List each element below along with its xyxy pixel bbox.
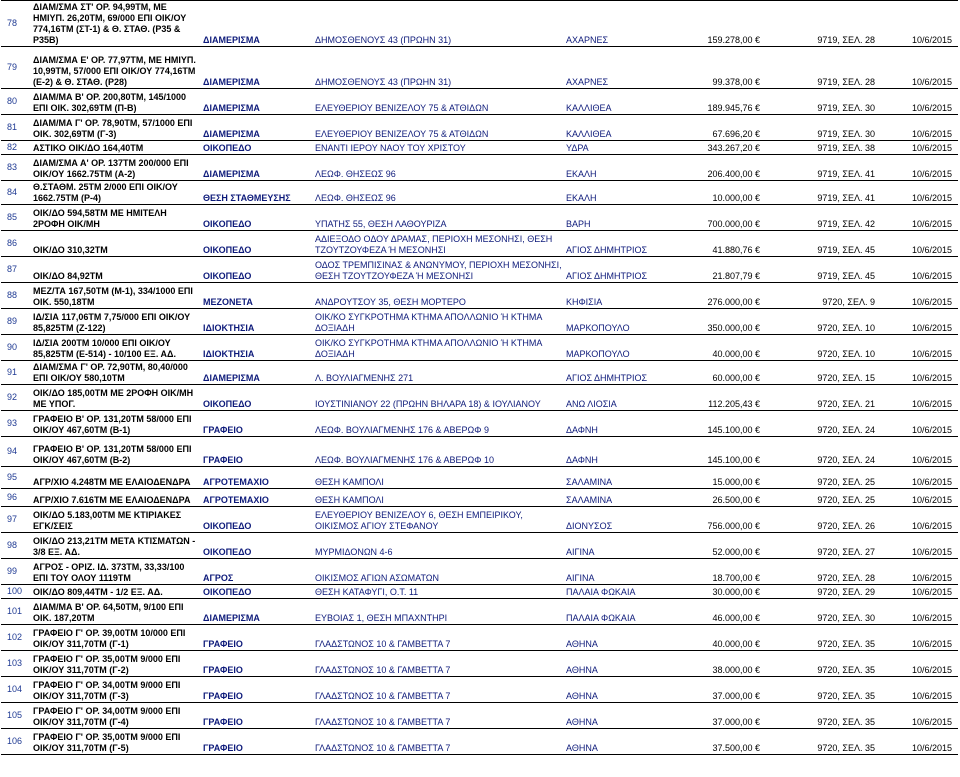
publication-date: 10/6/2015 (879, 205, 958, 231)
property-description: ΓΡΑΦΕΙΟ Β' ΟΡ. 131,20ΤΜ 58/000 ΕΠΙ ΟΙΚ/ΟΥ 467,60ΤΜ (Β-2) (31, 437, 201, 467)
property-type: ΔΙΑΜΕΡΙΣΜΑ (201, 115, 313, 141)
property-type: ΓΡΑΦΕΙΟ (201, 437, 313, 467)
property-address: ΓΛΑΔΣΤΩΝΟΣ 10 & ΓΑΜΒΕΤΤΑ 7 (313, 677, 564, 703)
table-row (1, 1, 958, 47)
property-type: ΓΡΑΦΕΙΟ (201, 677, 313, 703)
publication-date: 10/6/2015 (879, 437, 958, 467)
table-row (1, 533, 958, 559)
publication-date: 10/6/2015 (879, 155, 958, 181)
property-description: ΓΡΑΦΕΙΟ Γ' ΟΡ. 39,00ΤΜ 10/000 ΕΠΙ ΟΙΚ/ΟΥ 311,70ΤΜ (Γ-1) (31, 625, 201, 651)
property-area: ΒΑΡΗ (564, 205, 684, 231)
row-number: 106 (1, 729, 31, 755)
gazette-reference: 9720, ΣΕΛ. 25 (764, 467, 879, 489)
gazette-reference: 9719, ΣΕΛ. 30 (764, 115, 879, 141)
row-number: 81 (1, 115, 31, 141)
property-price: 350.000,00 € (684, 309, 764, 335)
property-description: ΙΔ/ΣΙΑ 117,06ΤΜ 7,75/000 ΕΠΙ ΟΙΚ/ΟΥ 85,825ΤΜ (Ζ-122) (31, 309, 201, 335)
row-number: 80 (1, 89, 31, 115)
property-price: 37.000,00 € (684, 677, 764, 703)
property-area: ΚΑΛΛΙΘΕΑ (564, 115, 684, 141)
property-price: 26.500,00 € (684, 489, 764, 507)
property-type: ΘΕΣΗ ΣΤΑΘΜΕΥΣΗΣ (201, 181, 313, 205)
row-number: 98 (1, 533, 31, 559)
property-description: ΑΓΡΟΣ - ΟΡΙΖ. ΙΔ. 373ΤΜ, 33,33/100 ΕΠΙ ΤΟΥ ΟΛΟΥ 1119ΤΜ (31, 559, 201, 585)
property-type: ΟΙΚΟΠΕΔΟ (201, 141, 313, 155)
gazette-reference: 9720, ΣΕΛ. 27 (764, 533, 879, 559)
property-price: 99.378,00 € (684, 47, 764, 89)
property-description: ΟΙΚ/ΔΟ 5.183,00ΤΜ ΜΕ ΚΤΙΡΙΑΚΕΣ ΕΓΚ/ΣΕΙΣ (31, 507, 201, 533)
gazette-reference: 9720, ΣΕΛ. 10 (764, 335, 879, 361)
property-area: ΑΘΗΝΑ (564, 625, 684, 651)
property-type: ΟΙΚΟΠΕΔΟ (201, 385, 313, 411)
row-number: 104 (1, 677, 31, 703)
property-price: 276.000,00 € (684, 283, 764, 309)
table-row (1, 651, 958, 677)
property-address: ΕΥΒΟΙΑΣ 1, ΘΕΣΗ ΜΠΑΧΝΤΗΡΙ (313, 599, 564, 625)
property-type: ΔΙΑΜΕΡΙΣΜΑ (201, 155, 313, 181)
gazette-reference: 9720, ΣΕΛ. 21 (764, 385, 879, 411)
property-area: ΑΧΑΡΝΕΣ (564, 1, 684, 47)
table-row (1, 89, 958, 115)
property-type: ΑΓΡΟΤΕΜΑΧΙΟ (201, 467, 313, 489)
property-description: ΟΙΚ/ΔΟ 809,44ΤΜ - 1/2 ΕΞ. ΑΔ. (31, 585, 201, 599)
gazette-reference: 9719, ΣΕΛ. 45 (764, 231, 879, 257)
property-address: ΓΛΑΔΣΤΩΝΟΣ 10 & ΓΑΜΒΕΤΤΑ 7 (313, 625, 564, 651)
gazette-reference: 9720, ΣΕΛ. 10 (764, 309, 879, 335)
row-number: 96 (1, 489, 31, 507)
property-address: ΘΕΣΗ ΚΑΜΠΟΛΙ (313, 467, 564, 489)
publication-date: 10/6/2015 (879, 489, 958, 507)
property-description: ΑΓΡ/ΧΙΟ 7.616ΤΜ ΜΕ ΕΛΑΙΟΔΕΝΔΡΑ (31, 489, 201, 507)
row-number: 100 (1, 585, 31, 599)
property-address: ΕΛΕΥΘΕΡΙΟΥ ΒΕΝΙΖΕΛΟΥ 6, ΘΕΣΗ ΕΜΠΕΙΡΙΚΟΥ, ΟΙΚΙΣΜΟΣ ΑΓΙΟΥ ΣΤΕΦΑΝΟΥ (313, 507, 564, 533)
gazette-reference: 9720, ΣΕΛ. 25 (764, 489, 879, 507)
property-description: ΔΙΑΜ/ΣΜΑ Ε' ΟΡ. 77,97ΤΜ, ΜΕ ΗΜΙΥΠ. 10,99ΤΜ, 57/000 ΕΠΙ ΟΙΚ/ΟΥ 774,16ΤΜ (Ε-2) & Θ. ΣΤΑΘ. (Ρ28) (31, 47, 201, 89)
property-area: ΚΗΦΙΣΙΑ (564, 283, 684, 309)
table-row (1, 585, 958, 599)
property-price: 189.945,76 € (684, 89, 764, 115)
property-description: ΓΡΑΦΕΙΟ Β' ΟΡ. 131,20ΤΜ 58/000 ΕΠΙ ΟΙΚ/ΟΥ 467,60ΤΜ (Β-1) (31, 411, 201, 437)
gazette-reference: 9720, ΣΕΛ. 35 (764, 677, 879, 703)
property-description: ΔΙΑΜ/ΣΜΑ Γ' ΟΡ. 72,90ΤΜ, 80,40/000 ΕΠΙ ΟΙΚ/ΟΥ 580,10ΤΜ (31, 361, 201, 385)
table-row (1, 489, 958, 507)
property-area: ΑΙΓΙΝΑ (564, 533, 684, 559)
property-type: ΜΕΖΟΝΕΤΑ (201, 283, 313, 309)
property-area: ΑΝΩ ΛΙΟΣΙΑ (564, 385, 684, 411)
property-address: ΟΔΟΣ ΤΡΕΜΠΙΣΙΝΑΣ & ΑΝΩΝΥΜΟΥ, ΠΕΡΙΟΧΗ ΜΕΣΟΝΗΣΙ, ΘΕΣΗ ΤΖΟΥΤΖΟΥΦΕΖΑ Ή ΜΕΣΟΝΗΣΙ (313, 257, 564, 283)
publication-date: 10/6/2015 (879, 47, 958, 89)
property-address: ΜΥΡΜΙΔΟΝΩΝ 4-6 (313, 533, 564, 559)
publication-date: 10/6/2015 (879, 467, 958, 489)
publication-date: 10/6/2015 (879, 231, 958, 257)
publication-date: 10/6/2015 (879, 677, 958, 703)
table-row (1, 231, 958, 257)
row-number: 89 (1, 309, 31, 335)
row-number: 95 (1, 467, 31, 489)
property-address: ΙΟΥΣΤΙΝΙΑΝΟΥ 22 (ΠΡΩΗΝ ΒΗΛΑΡΑ 18) & ΙΟΥΛΙΑΝΟΥ (313, 385, 564, 411)
property-type: ΔΙΑΜΕΡΙΣΜΑ (201, 47, 313, 89)
gazette-reference: 9720, ΣΕΛ. 30 (764, 599, 879, 625)
property-description: ΓΡΑΦΕΙΟ Γ' ΟΡ. 35,00ΤΜ 9/000 ΕΠΙ ΟΙΚ/ΟΥ 311,70ΤΜ (Γ-2) (31, 651, 201, 677)
row-number: 105 (1, 703, 31, 729)
row-number: 93 (1, 411, 31, 437)
gazette-reference: 9719, ΣΕΛ. 42 (764, 205, 879, 231)
property-type: ΑΓΡΟΤΕΜΑΧΙΟ (201, 489, 313, 507)
property-description: ΔΙΑΜ/ΜΑ Β' ΟΡ. 200,80ΤΜ, 145/1000 ΕΠΙ ΟΙΚ. 302,69ΤΜ (Π-Β) (31, 89, 201, 115)
property-area: ΣΑΛΑΜΙΝΑ (564, 467, 684, 489)
property-description: ΓΡΑΦΕΙΟ Γ' ΟΡ. 34,00ΤΜ 9/000 ΕΠΙ ΟΙΚ/ΟΥ 311,70ΤΜ (Γ-3) (31, 677, 201, 703)
publication-date: 10/6/2015 (879, 599, 958, 625)
property-area: ΑΘΗΝΑ (564, 703, 684, 729)
publication-date: 10/6/2015 (879, 585, 958, 599)
gazette-reference: 9719, ΣΕΛ. 45 (764, 257, 879, 283)
property-address: ΕΛΕΥΘΕΡΙΟΥ ΒΕΝΙΖΕΛΟΥ 75 & ΑΤΘΙΔΩΝ (313, 89, 564, 115)
table-row (1, 335, 958, 361)
gazette-reference: 9719, ΣΕΛ. 41 (764, 181, 879, 205)
property-description: ΔΙΑΜ/ΜΑ Γ' ΟΡ. 78,90ΤΜ, 57/1000 ΕΠΙ ΟΙΚ. 302,69ΤΜ (Γ-3) (31, 115, 201, 141)
property-type: ΙΔΙΟΚΤΗΣΙΑ (201, 335, 313, 361)
property-description: ΔΙΑΜ/ΜΑ Β' ΟΡ. 64,50ΤΜ, 9/100 ΕΠΙ ΟΙΚ. 187,20ΤΜ (31, 599, 201, 625)
row-number: 99 (1, 559, 31, 585)
property-address: ΘΕΣΗ ΚΑΜΠΟΛΙ (313, 489, 564, 507)
property-type: ΓΡΑΦΕΙΟ (201, 703, 313, 729)
property-description: ΔΙΑΜ/ΣΜΑ Α' ΟΡ. 137ΤΜ 200/000 ΕΠΙ ΟΙΚ/ΟΥ 1662.75ΤΜ (Α-2) (31, 155, 201, 181)
property-description: ΟΙΚ/ΔΟ 594,58ΤΜ ΜΕ ΗΜΙΤΕΛΗ 2ΡΟΦΗ ΟΙΚ/ΜΗ (31, 205, 201, 231)
table-row (1, 141, 958, 155)
property-address: ΓΛΑΔΣΤΩΝΟΣ 10 & ΓΑΜΒΕΤΤΑ 7 (313, 729, 564, 755)
property-area: ΑΓΙΟΣ ΔΗΜΗΤΡΙΟΣ (564, 361, 684, 385)
table-row (1, 559, 958, 585)
publication-date: 10/6/2015 (879, 309, 958, 335)
property-type: ΓΡΑΦΕΙΟ (201, 411, 313, 437)
property-area: ΕΚΑΛΗ (564, 181, 684, 205)
property-area: ΑΙΓΙΝΑ (564, 559, 684, 585)
property-price: 18.700,00 € (684, 559, 764, 585)
row-number: 88 (1, 283, 31, 309)
property-type: ΔΙΑΜΕΡΙΣΜΑ (201, 1, 313, 47)
table-row (1, 47, 958, 89)
property-type: ΓΡΑΦΕΙΟ (201, 625, 313, 651)
property-price: 343.267,20 € (684, 141, 764, 155)
gazette-reference: 9720, ΣΕΛ. 15 (764, 361, 879, 385)
row-number: 79 (1, 47, 31, 89)
table-row (1, 257, 958, 283)
property-table (1, 0, 958, 755)
property-type: ΟΙΚΟΠΕΔΟ (201, 205, 313, 231)
table-row (1, 729, 958, 755)
property-price: 52.000,00 € (684, 533, 764, 559)
row-number: 87 (1, 257, 31, 283)
property-address: Λ. ΒΟΥΛΙΑΓΜΕΝΗΣ 271 (313, 361, 564, 385)
table-row (1, 599, 958, 625)
property-area: ΠΑΛΑΙΑ ΦΩΚΑΙΑ (564, 599, 684, 625)
gazette-reference: 9719, ΣΕΛ. 41 (764, 155, 879, 181)
property-type: ΔΙΑΜΕΡΙΣΜΑ (201, 89, 313, 115)
row-number: 103 (1, 651, 31, 677)
property-area: ΕΚΑΛΗ (564, 155, 684, 181)
property-address: ΛΕΩΦ. ΒΟΥΛΙΑΓΜΕΝΗΣ 176 & ΑΒΕΡΩΦ 10 (313, 437, 564, 467)
gazette-reference: 9720, ΣΕΛ. 35 (764, 651, 879, 677)
property-area: ΠΑΛΑΙΑ ΦΩΚΑΙΑ (564, 585, 684, 599)
property-description: ΜΕΖ/ΤΑ 167,50ΤΜ (Μ-1), 334/1000 ΕΠΙ ΟΙΚ. 550,18ΤΜ (31, 283, 201, 309)
row-number: 82 (1, 141, 31, 155)
property-description: ΟΙΚ/ΔΟ 84,92ΤΜ (31, 257, 201, 283)
publication-date: 10/6/2015 (879, 385, 958, 411)
row-number: 83 (1, 155, 31, 181)
row-number: 84 (1, 181, 31, 205)
property-type: ΟΙΚΟΠΕΔΟ (201, 257, 313, 283)
row-number: 86 (1, 231, 31, 257)
property-type: ΟΙΚΟΠΕΔΟ (201, 533, 313, 559)
property-address: ΕΝΑΝΤΙ ΙΕΡΟΥ ΝΑΟΥ ΤΟΥ ΧΡΙΣΤΟΥ (313, 141, 564, 155)
property-price: 67.696,20 € (684, 115, 764, 141)
row-number: 94 (1, 437, 31, 467)
property-price: 159.278,00 € (684, 1, 764, 47)
publication-date: 10/6/2015 (879, 89, 958, 115)
gazette-reference: 9720, ΣΕΛ. 24 (764, 437, 879, 467)
property-price: 46.000,00 € (684, 599, 764, 625)
property-description: ΟΙΚ/ΔΟ 185,00ΤΜ ΜΕ 2ΡΟΦΗ ΟΙΚ/ΜΗ ΜΕ ΥΠΟΓ. (31, 385, 201, 411)
property-price: 112.205,43 € (684, 385, 764, 411)
property-address: ΥΠΑΤΗΣ 55, ΘΕΣΗ ΛΑΘΟΥΡΙΖΑ (313, 205, 564, 231)
publication-date: 10/6/2015 (879, 1, 958, 47)
publication-date: 10/6/2015 (879, 533, 958, 559)
property-area: ΣΑΛΑΜΙΝΑ (564, 489, 684, 507)
property-type: ΙΔΙΟΚΤΗΣΙΑ (201, 309, 313, 335)
row-number: 97 (1, 507, 31, 533)
property-description: Θ.ΣΤΑΘΜ. 25ΤΜ 2/000 ΕΠΙ ΟΙΚ/ΟΥ 1662.75ΤΜ (Ρ-4) (31, 181, 201, 205)
property-price: 37.500,00 € (684, 729, 764, 755)
publication-date: 10/6/2015 (879, 361, 958, 385)
publication-date: 10/6/2015 (879, 115, 958, 141)
property-address: ΔΗΜΟΣΘΕΝΟΥΣ 43 (ΠΡΩΗΝ 31) (313, 47, 564, 89)
row-number: 91 (1, 361, 31, 385)
table-row (1, 181, 958, 205)
row-number: 101 (1, 599, 31, 625)
gazette-reference: 9720, ΣΕΛ. 28 (764, 559, 879, 585)
property-description: ΟΙΚ/ΔΟ 213,21ΤΜ ΜΕΤΑ ΚΤΙΣΜΑΤΩΝ - 3/8 ΕΞ. ΑΔ. (31, 533, 201, 559)
publication-date: 10/6/2015 (879, 335, 958, 361)
property-type: ΔΙΑΜΕΡΙΣΜΑ (201, 361, 313, 385)
publication-date: 10/6/2015 (879, 625, 958, 651)
gazette-reference: 9720, ΣΕΛ. 29 (764, 585, 879, 599)
property-description: ΙΔ/ΣΙΑ 200ΤΜ 10/000 ΕΠΙ ΟΙΚ/ΟΥ 85,825ΤΜ (Ε-514) - 10/100 ΕΞ. ΑΔ. (31, 335, 201, 361)
table-body (1, 1, 958, 755)
property-area: ΔΑΦΝΗ (564, 411, 684, 437)
property-type: ΟΙΚΟΠΕΔΟ (201, 507, 313, 533)
property-description: ΑΓΡ/ΧΙΟ 4.248ΤΜ ΜΕ ΕΛΑΙΟΔΕΝΔΡΑ (31, 467, 201, 489)
property-type: ΑΓΡΟΣ (201, 559, 313, 585)
property-address: ΛΕΩΦ. ΘΗΣΕΩΣ 96 (313, 155, 564, 181)
table-row (1, 507, 958, 533)
table-row (1, 677, 958, 703)
table-row (1, 309, 958, 335)
property-area: ΑΓΙΟΣ ΔΗΜΗΤΡΙΟΣ (564, 257, 684, 283)
gazette-reference: 9720, ΣΕΛ. 26 (764, 507, 879, 533)
row-number: 85 (1, 205, 31, 231)
property-type: ΔΙΑΜΕΡΙΣΜΑ (201, 599, 313, 625)
property-area: ΑΘΗΝΑ (564, 729, 684, 755)
publication-date: 10/6/2015 (879, 559, 958, 585)
property-address: ΓΛΑΔΣΤΩΝΟΣ 10 & ΓΑΜΒΕΤΤΑ 7 (313, 651, 564, 677)
property-type: ΟΙΚΟΠΕΔΟ (201, 231, 313, 257)
property-price: 10.000,00 € (684, 181, 764, 205)
property-price: 41.880,76 € (684, 231, 764, 257)
property-price: 700.000,00 € (684, 205, 764, 231)
property-price: 206.400,00 € (684, 155, 764, 181)
property-price: 37.000,00 € (684, 703, 764, 729)
gazette-reference: 9719, ΣΕΛ. 28 (764, 47, 879, 89)
publication-date: 10/6/2015 (879, 181, 958, 205)
property-price: 15.000,00 € (684, 467, 764, 489)
gazette-reference: 9720, ΣΕΛ. 35 (764, 703, 879, 729)
property-price: 145.100,00 € (684, 437, 764, 467)
publication-date: 10/6/2015 (879, 141, 958, 155)
gazette-reference: 9720, ΣΕΛ. 35 (764, 625, 879, 651)
publication-date: 10/6/2015 (879, 507, 958, 533)
gazette-reference: 9719, ΣΕΛ. 28 (764, 1, 879, 47)
table-row (1, 385, 958, 411)
publication-date: 10/6/2015 (879, 411, 958, 437)
property-price: 756.000,00 € (684, 507, 764, 533)
table-row (1, 361, 958, 385)
table-row (1, 411, 958, 437)
table-row (1, 283, 958, 309)
gazette-reference: 9719, ΣΕΛ. 38 (764, 141, 879, 155)
row-number: 102 (1, 625, 31, 651)
property-area: ΥΔΡΑ (564, 141, 684, 155)
property-description: ΓΡΑΦΕΙΟ Γ' ΟΡ. 34,00ΤΜ 9/000 ΕΠΙ ΟΙΚ/ΟΥ 311,70ΤΜ (Γ-4) (31, 703, 201, 729)
row-number: 92 (1, 385, 31, 411)
property-address: ΛΕΩΦ. ΘΗΣΕΩΣ 96 (313, 181, 564, 205)
row-number: 90 (1, 335, 31, 361)
property-price: 21.807,79 € (684, 257, 764, 283)
property-area: ΜΑΡΚΟΠΟΥΛΟ (564, 309, 684, 335)
property-area: ΑΧΑΡΝΕΣ (564, 47, 684, 89)
property-type: ΓΡΑΦΕΙΟ (201, 729, 313, 755)
publication-date: 10/6/2015 (879, 703, 958, 729)
property-address: ΑΝΔΡΟΥΤΣΟΥ 35, ΘΕΣΗ ΜΟΡΤΕΡΟ (313, 283, 564, 309)
property-address: ΔΗΜΟΣΘΕΝΟΥΣ 43 (ΠΡΩΗΝ 31) (313, 1, 564, 47)
property-type: ΟΙΚΟΠΕΔΟ (201, 585, 313, 599)
property-area: ΔΑΦΝΗ (564, 437, 684, 467)
property-price: 60.000,00 € (684, 361, 764, 385)
property-address: ΟΙΚ/ΚΟ ΣΥΓΚΡΟΤΗΜΑ ΚΤΗΜΑ ΑΠΟΛΛΩΝΙΟ Ή ΚΤΗΜΑ ΔΟΞΙΑΔΗ (313, 335, 564, 361)
property-address: ΓΛΑΔΣΤΩΝΟΣ 10 & ΓΑΜΒΕΤΤΑ 7 (313, 703, 564, 729)
property-area: ΜΑΡΚΟΠΟΥΛΟ (564, 335, 684, 361)
publication-date: 10/6/2015 (879, 283, 958, 309)
property-price: 38.000,00 € (684, 651, 764, 677)
property-address: ΑΔΙΕΞΟΔΟ ΟΔΟΥ ΔΡΑΜΑΣ, ΠΕΡΙΟΧΗ ΜΕΣΟΝΗΣΙ, ΘΕΣΗ ΤΖΟΥΤΖΟΥΦΕΖΑ Ή ΜΕΣΟΝΗΣΙ (313, 231, 564, 257)
property-address: ΟΙΚΙΣΜΟΣ ΑΓΙΩΝ ΑΣΩΜΑΤΩΝ (313, 559, 564, 585)
property-description: ΓΡΑΦΕΙΟ Γ' ΟΡ. 35,00ΤΜ 9/000 ΕΠΙ ΟΙΚ/ΟΥ 311,70ΤΜ (Γ-5) (31, 729, 201, 755)
publication-date: 10/6/2015 (879, 651, 958, 677)
property-address: ΟΙΚ/ΚΟ ΣΥΓΚΡΟΤΗΜΑ ΚΤΗΜΑ ΑΠΟΛΛΩΝΙΟ Ή ΚΤΗΜΑ ΔΟΞΙΑΔΗ (313, 309, 564, 335)
property-address: ΘΕΣΗ ΚΑΤΑΦΥΓΙ, Ο.Τ. 11 (313, 585, 564, 599)
table-row (1, 115, 958, 141)
property-area: ΔΙΟΝΥΣΟΣ (564, 507, 684, 533)
publication-date: 10/6/2015 (879, 257, 958, 283)
property-area: ΑΘΗΝΑ (564, 677, 684, 703)
property-address: ΛΕΩΦ. ΒΟΥΛΙΑΓΜΕΝΗΣ 176 & ΑΒΕΡΩΦ 9 (313, 411, 564, 437)
gazette-reference: 9720, ΣΕΛ. 35 (764, 729, 879, 755)
property-area: ΑΘΗΝΑ (564, 651, 684, 677)
gazette-reference: 9720, ΣΕΛ. 24 (764, 411, 879, 437)
property-description: ΟΙΚ/ΔΟ 310,32ΤΜ (31, 231, 201, 257)
table-row (1, 205, 958, 231)
property-price: 30.000,00 € (684, 585, 764, 599)
property-price: 40.000,00 € (684, 625, 764, 651)
property-price: 40.000,00 € (684, 335, 764, 361)
table-row (1, 437, 958, 467)
table-row (1, 703, 958, 729)
row-number: 78 (1, 1, 31, 47)
table-row (1, 467, 958, 489)
property-area: ΑΓΙΟΣ ΔΗΜΗΤΡΙΟΣ (564, 231, 684, 257)
table-row (1, 155, 958, 181)
gazette-reference: 9719, ΣΕΛ. 30 (764, 89, 879, 115)
table-row (1, 625, 958, 651)
property-price: 145.100,00 € (684, 411, 764, 437)
property-description: ΑΣΤΙΚΟ ΟΙΚ/ΔΟ 164,40ΤΜ (31, 141, 201, 155)
gazette-reference: 9720, ΣΕΛ. 9 (764, 283, 879, 309)
publication-date: 10/6/2015 (879, 729, 958, 755)
property-area: ΚΑΛΛΙΘΕΑ (564, 89, 684, 115)
property-description: ΔΙΑΜ/ΣΜΑ ΣΤ' ΟΡ. 94,99ΤΜ, ΜΕ ΗΜΙΥΠ. 26,20ΤΜ, 69/000 ΕΠΙ ΟΙΚ/ΟΥ 774,16ΤΜ (ΣΤ-1) & Θ. ΣΤΑΘ. (Ρ35 & Ρ35Β) (31, 1, 201, 47)
property-address: ΕΛΕΥΘΕΡΙΟΥ ΒΕΝΙΖΕΛΟΥ 75 & ΑΤΘΙΔΩΝ (313, 115, 564, 141)
property-type: ΓΡΑΦΕΙΟ (201, 651, 313, 677)
